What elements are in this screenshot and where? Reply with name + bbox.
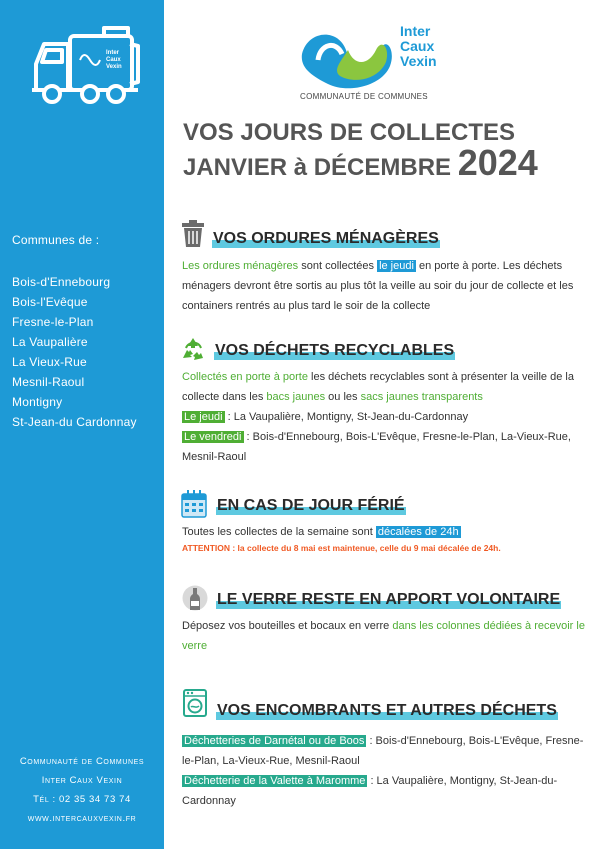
ordures-text: Les ordures ménagères sont collectées le jeudi en porte à porte. Les déchets ménagers devront être sortis au plus tôt la veille au soir du jour de collecte et les containers rentrés au plus tard le soir de la collecte [182, 260, 574, 312]
sidebar [0, 0, 164, 849]
logo-wordmark [400, 24, 437, 69]
title-line-2: JANVIER à DÉCEMBRE [183, 154, 452, 181]
contact-phone: Tél : 02 35 34 73 74 [33, 794, 131, 805]
trash-bin-icon [180, 220, 206, 248]
section-title-ordures: VOS ORDURES MÉNAGÈRES [213, 230, 439, 247]
vendredi-label: Le vendredi [184, 431, 242, 443]
ferie-attention: ATTENTION : la collecte du 8 mai est maintenue, celle du 9 mai décalée de 24h. [182, 543, 501, 553]
washing-machine-icon [182, 689, 208, 717]
commune-item: La Vieux-Rue [12, 355, 87, 369]
commune-item: Mesnil-Raoul [12, 375, 85, 389]
truck-icon [30, 24, 142, 106]
verre-text: Déposez vos bouteilles et bocaux en verre dans les colonnes dédiées à recevoir le verre [182, 620, 585, 652]
valette-label: Déchetterie de la Valette à Maromme [184, 775, 366, 787]
glass-bottle-icon [182, 584, 208, 612]
logo-line-3: Vexin [400, 53, 437, 69]
logo-subtitle: COMMUNAUTÉ DE COMMUNES [300, 92, 428, 101]
contact-block [0, 752, 164, 828]
contact-website[interactable]: www.intercauxvexin.fr [27, 813, 137, 824]
title-line-1: VOS JOURS DE COLLECTES [183, 119, 516, 146]
commune-item: La Vaupalière [12, 335, 88, 349]
encombrants-text: Déchetteries de Darnétal ou de Boos : Bois-d'Ennebourg, Bois-L'Evêque, Fresne-le-Plan, La-Vieux-Rue, Mesnil-Raoul Déchetterie de la Valette à Maromme : La Vaupalière, Montigny, St-Jean-du-Cardonnay [182, 735, 584, 807]
section-title-encombrants: VOS ENCOMBRANTS ET AUTRES DÉCHETS [217, 702, 557, 719]
commune-item: Montigny [12, 395, 63, 409]
truck-logo-text-2: Caux [106, 57, 121, 63]
commune-item: Fresne-le-Plan [12, 315, 94, 329]
title-year: 2024 [457, 142, 538, 183]
recyclables-text: Collectés en porte à porte les déchets recyclables sont à présenter la veille de la collecte dans les bacs jaunes ou les sacs jaunes transparents Le jeudi : La Vaupalière, Montigny, St-Jean-du-Cardonnay Le vendredi : Bois-d'Ennebourg, Bois-L'Evêque, Fresne-le-Plan, La-Vieux-Rue, Mesnil-Raoul [182, 371, 574, 463]
communes-label: Communes de : [12, 233, 100, 247]
section-title-verre: LE VERRE RESTE EN APPORT VOLONTAIRE [217, 591, 561, 608]
contact-name: Inter Caux Vexin [41, 775, 123, 786]
truck-logo-text-1: Inter [106, 50, 120, 56]
jeudi-label: Le jeudi [184, 411, 223, 423]
calendar-icon [181, 490, 207, 518]
logo-line-1: Inter [400, 23, 431, 39]
commune-item: Bois-d'Ennebourg [12, 275, 111, 289]
darnetal-label: Déchetteries de Darnétal ou de Boos [184, 735, 365, 747]
commune-item: St-Jean-du Cardonnay [12, 415, 137, 429]
section-title-ferie: EN CAS DE JOUR FÉRIÉ [217, 497, 405, 514]
page-title [183, 118, 538, 183]
truck-logo-text-3: Vexin [106, 64, 122, 70]
commune-item: Bois-l'Evêque [12, 295, 88, 309]
contact-org: Communauté de Communes [19, 756, 145, 767]
ferie-text: Toutes les collectes de la semaine sont décalées de 24h [182, 526, 459, 538]
logo-line-2: Caux [400, 38, 435, 54]
section-title-recyclables: VOS DÉCHETS RECYCLABLES [215, 342, 455, 359]
communes-list [12, 272, 137, 432]
recycle-icon [180, 336, 206, 364]
